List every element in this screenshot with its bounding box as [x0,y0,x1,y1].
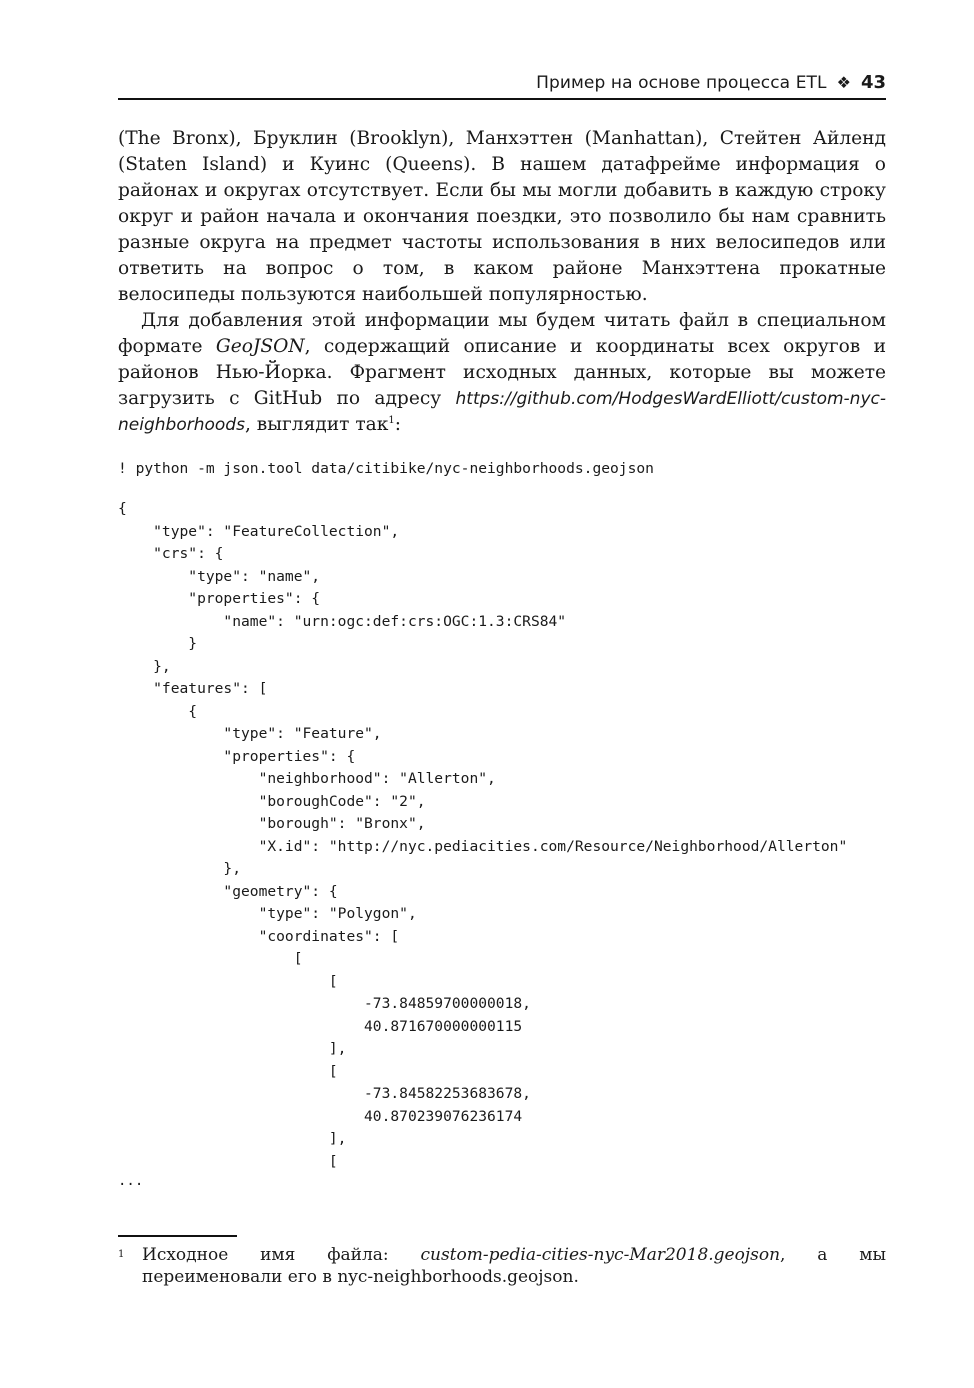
footnote-mark: 1 [118,1249,125,1260]
github-url-link[interactable]: https://github.com/HodgesWardElliott/custom-nyc-neighborhoods [118,389,886,435]
json-listing: { "type": "FeatureCollection", "crs": { "type": "name", "properties": { "name": "urn:ogc:def:crs:OGC:1.3:CRS84" } }, "features": [ { "type": "Feature", "properties": { "neighborhood": "Allerton", "boroughCode": "2", "borough": "Bronx", "X.id": "http://nyc.pediacities.com/Resource/Neighborhood/Allerton" }, "geometry": { "type": "Polygon", "coordinates": [ [ [ -73.84859700000018, 40.871670000000115 ], [ -73.84582253683678, 40.870239076236174 ], [ [118,500,848,1170]
paragraph-2 [118,308,886,438]
page-number: 43 [860,72,886,93]
main-text [118,126,886,438]
footnote-divider [118,1235,237,1237]
paragraph-1: (The Bronx), Бруклин (Brooklyn), Манхэттен (Manhattan), Стейтен Айленд (Staten Island) и Куинс (Queens). В нашем датафрейме информация о районах и округах отсутствует. Если бы мы могли добавить в каждую строку округ и район начала и окончания поездки, это позволило бы нам сравнить разные округа на предмет частоты использования в них велосипедов или ответить на вопрос о том, в каком районе Манхэттена прокатные велосипеды пользуются наибольшей популярностью. [118,128,886,305]
footnote-reference[interactable]: 1 [388,414,395,426]
paragraph-2-part-a: Для добавления этой информации мы будем читать файл в специальном формате [118,310,886,357]
footnote-text-b: , а мы переименовали его в nyc-neighborhoods.geojson. [142,1245,886,1287]
footnote [118,1244,886,1288]
diamond-ornament-icon: ❖ [836,73,851,92]
shell-command: ! python -m json.tool data/citibike/nyc-neighborhoods.geojson [118,460,654,477]
chapter-title: Пример на основе процесса ETL [536,72,827,93]
geojson-term: GeoJSON [215,336,305,357]
footnote-text [142,1244,886,1288]
header-content [536,72,886,93]
paragraph-2-part-b: , содержащий описание и координаты всех округов и районов Нью-Йорка. Фрагмент исходных данных, которые вы можете загрузить с GitHub по адресу [118,336,886,409]
footnote-filename: custom-pedia-cities-nyc-Mar2018.geojson [420,1245,781,1265]
paragraph-2-part-c: , выглядит так [244,414,389,435]
code-ellipsis: ... [118,1173,144,1189]
footnote-text-a: Исходное имя файла: [142,1245,421,1265]
paragraph-2-part-d: : [394,414,401,435]
running-header [118,70,886,100]
